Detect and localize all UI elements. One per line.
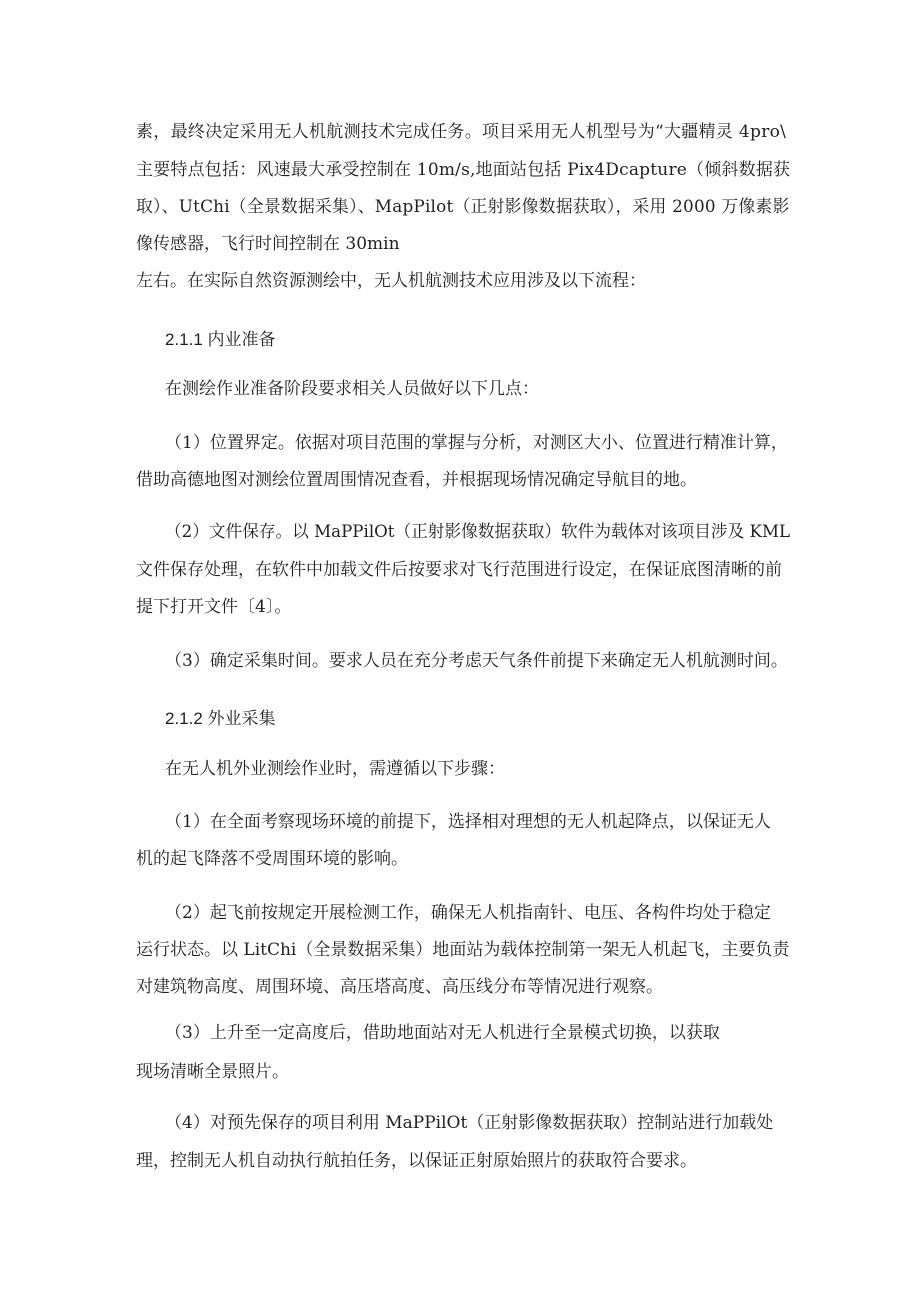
section1-p2-line3: 提下打开文件〔4〕。 [136,597,292,617]
section2-lead: 在无人机外业测绘作业时，需遵循以下步骤： [165,759,505,779]
section1-p2-line1: （2）文件保存。以 MaPPilOt（正射影像数据获取）软件为载体对该项目涉及 KML [165,522,791,542]
intro-line-4: 像传感器，飞行时间控制在 30min [136,234,400,254]
section2-p2-line1: （2）起飞前按规定开展检测工作，确保无人机指南针、电压、各构件均处于稳定 [165,903,771,923]
intro-line-1: 素，最终决定采用无人机航测技术完成任务。项目采用无人机型号为“大疆精灵 4pro\ [136,122,787,142]
section-heading-2-1-2: 2.1.2 外业采集 [165,709,276,728]
section1-p3-line1: （3）确定采集时间。要求人员在充分考虑天气条件前提下来确定无人机航测时间。 [165,651,788,671]
intro-line-5: 左右。在实际自然资源测绘中，无人机航测技术应用涉及以下流程： [136,271,646,291]
section2-p3-line1: （3）上升至一定高度后，借助地面站对无人机进行全景模式切换，以获取 [165,1023,720,1043]
section2-p2-line3: 对建筑物高度、周围环境、高压塔高度、高压线分布等情况进行观察。 [136,977,663,997]
section2-p1-line1: （1）在全面考察现场环境的前提下，选择相对理想的无人机起降点，以保证无人 [165,812,771,832]
intro-line-3: 取）、UtChi（全景数据采集）、MapPilot（正射影像数据获取），采用 2000 万像素影 [136,197,790,217]
section1-p1-line1: （1）位置界定。依据对项目范围的掌握与分析，对测区大小、位置进行精准计算， [165,433,788,453]
section1-p2-line2: 文件保存处理，在软件中加载文件后按要求对飞行范围进行设定，在保证底图清晰的前 [136,560,782,580]
section1-p1-line2: 借助高德地图对测绘位置周围情况查看，并根据现场情况确定导航目的地。 [136,470,697,490]
section2-p4-line2: 理，控制无人机自动执行航拍任务，以保证正射原始照片的获取符合要求。 [136,1151,697,1171]
section2-p2-line2: 运行状态。以 LitChi（全景数据采集）地面站为载体控制第一架无人机起飞，主要负责 [136,940,790,960]
section2-p4-line1: （4）对预先保存的项目利用 MaPPilOt（正射影像数据获取）控制站进行加载处 [165,1113,774,1133]
section2-p1-line2: 机的起飞降落不受周围环境的影响。 [136,849,408,869]
section-heading-2-1-1: 2.1.1 内业准备 [165,330,276,349]
section1-lead: 在测绘作业准备阶段要求相关人员做好以下几点： [165,379,539,399]
intro-line-2: 主要特点包括：风速最大承受控制在 10m/s,地面站包括 Pix4Dcapture（倾斜数据获 [136,160,791,180]
section2-p3-line2: 现场清晰全景照片。 [136,1062,289,1082]
